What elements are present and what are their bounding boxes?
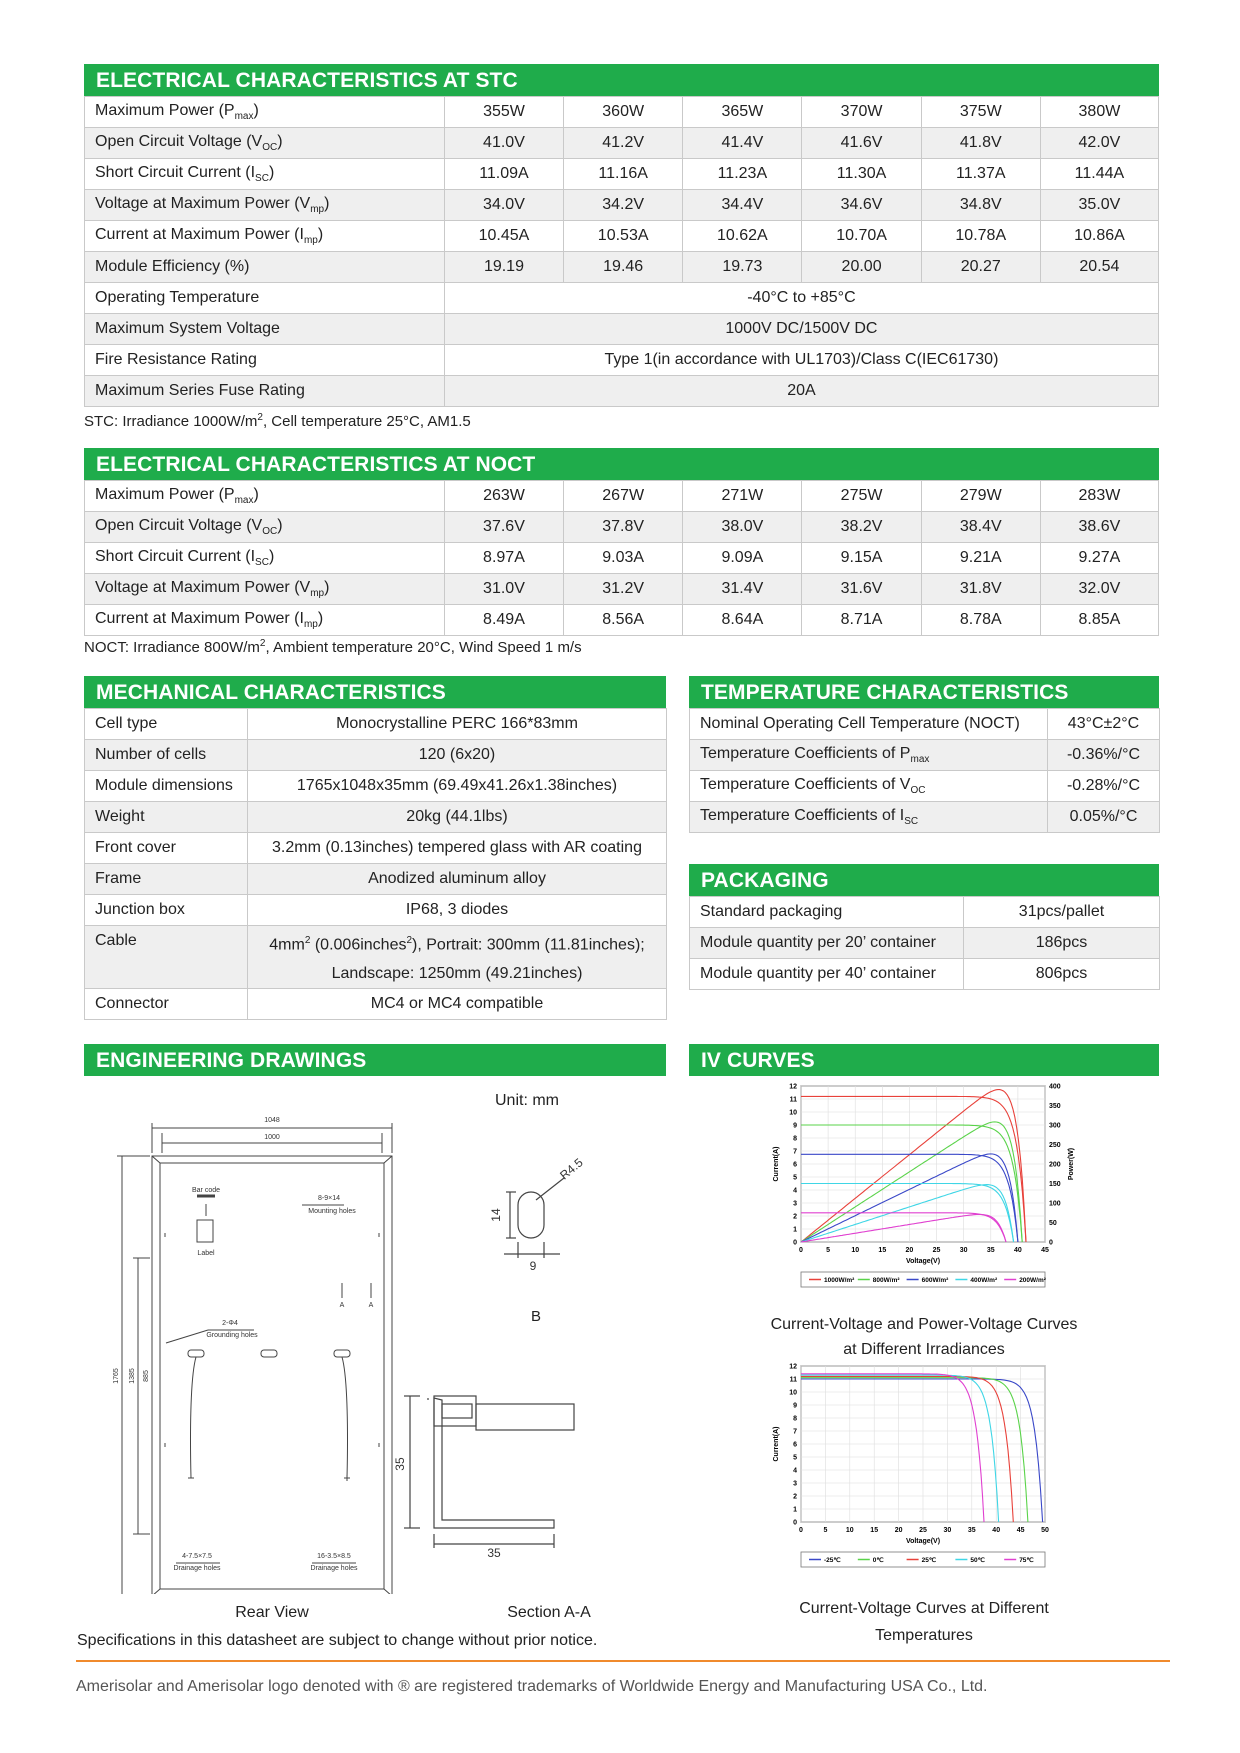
mech-value: 3.2mm (0.13inches) tempered glass with AR coating <box>248 833 667 864</box>
legend-label: -25℃ <box>824 1557 841 1564</box>
mech-value: Monocrystalline PERC 166*83mm <box>248 709 667 740</box>
spec-value: 8.71A <box>802 605 921 636</box>
spec-label: Voltage at Maximum Power $(V_{mp})$ <box>85 574 445 605</box>
spec-value: 34.2V <box>564 190 683 221</box>
spec-value: 31.2V <box>564 574 683 605</box>
y2-tick-label: 300 <box>1049 1122 1061 1130</box>
mech-value: MC4 or MC4 compatible <box>248 989 667 1020</box>
drainage-right-label: Drainage holes <box>310 1565 358 1572</box>
temp-value: -0.28%/°C <box>1048 771 1160 802</box>
spec-row <box>85 543 1159 574</box>
y-axis-label: Current(A) <box>773 1426 780 1462</box>
spec-label: Current at Maximum Power $(I_{mp})$ <box>85 605 445 636</box>
label-text: Label <box>197 1250 215 1257</box>
spec-label: Short Circuit Current $(I_{SC})$ <box>85 159 445 190</box>
spec-value: 10.62A <box>683 221 802 252</box>
mech-row <box>85 709 667 740</box>
legend-label: 400W/m² <box>970 1277 998 1284</box>
pack-row <box>690 897 1160 928</box>
dim-1000: 1000 <box>264 1134 280 1141</box>
spec-value: 10.70A <box>802 221 921 252</box>
legend-label: 800W/m² <box>872 1277 900 1284</box>
drain-right-dim: 16-3.5×8.5 <box>317 1553 351 1560</box>
module-outline <box>152 1156 392 1594</box>
mounting-dim: 8-9×14 <box>318 1195 340 1202</box>
spec-value: 1000V DC/1500V DC <box>444 314 1158 345</box>
pack-label: Module quantity per 40’ container <box>690 959 964 990</box>
y-tick-label: 8 <box>793 1135 797 1143</box>
y-tick-label: 5 <box>793 1174 797 1182</box>
spec-value: 34.0V <box>444 190 563 221</box>
legend-label: 25℃ <box>921 1557 937 1564</box>
spec-row <box>85 345 1159 376</box>
spec-label: Maximum Series Fuse Rating <box>85 376 445 407</box>
legend-label: 50℃ <box>970 1557 985 1564</box>
pack-value: 31pcs/pallet <box>964 897 1160 928</box>
dim-885: 885 <box>143 1370 150 1382</box>
spec-label: Operating Temperature <box>85 283 445 314</box>
spec-value: 355W <box>444 97 563 128</box>
spec-value: 10.53A <box>564 221 683 252</box>
spec-label: Maximum Power $(P_{max})$ <box>85 481 445 512</box>
temp-row <box>690 802 1160 833</box>
temp-row <box>690 740 1160 771</box>
x-tick-label: 25 <box>932 1247 941 1254</box>
temp-label: Nominal Operating Cell Temperature (NOCT) <box>690 709 1048 740</box>
temperature-table <box>689 708 1160 833</box>
spec-value: 19.46 <box>564 252 683 283</box>
spec-value: 41.4V <box>683 128 802 159</box>
y-tick-label: 8 <box>793 1415 797 1423</box>
spec-value: 20.27 <box>921 252 1040 283</box>
spec-value: 38.4V <box>921 512 1040 543</box>
y-tick-label: 10 <box>789 1109 797 1117</box>
x-tick-label: 25 <box>919 1527 927 1534</box>
spec-value: 38.6V <box>1040 512 1158 543</box>
y2-tick-label: 150 <box>1049 1181 1061 1188</box>
x-tick-label: 40 <box>992 1527 1001 1534</box>
dim-1765: 1765 <box>113 1368 120 1384</box>
spec-row <box>85 512 1159 543</box>
y2-tick-label: 350 <box>1049 1103 1061 1110</box>
stc-table <box>84 96 1159 407</box>
spec-value: 279W <box>921 481 1040 512</box>
x-tick-label: 40 <box>1013 1247 1022 1254</box>
spec-value: 11.37A <box>921 159 1040 190</box>
dim-35-horizontal: 35 <box>487 1546 501 1560</box>
legend-label: 0℃ <box>872 1557 884 1564</box>
drainage-left-label: Drainage holes <box>173 1565 221 1572</box>
y-tick-label: 9 <box>793 1122 797 1130</box>
x-tick-label: 5 <box>826 1247 831 1254</box>
pack-label: Module quantity per 20’ container <box>690 928 964 959</box>
drawings-header: ENGINEERING DRAWINGS <box>84 1044 666 1076</box>
y-tick-label: 3 <box>793 1480 797 1488</box>
spec-value: -40°C to +85°C <box>444 283 1158 314</box>
spec-value: 9.21A <box>921 543 1040 574</box>
spec-value: 19.73 <box>683 252 802 283</box>
detail-b-label: B <box>530 1308 542 1325</box>
spec-value: 38.0V <box>683 512 802 543</box>
spec-value: 9.03A <box>564 543 683 574</box>
spec-value: 365W <box>683 97 802 128</box>
spec-label: Fire Resistance Rating <box>85 345 445 376</box>
packaging-table <box>689 896 1160 990</box>
spec-value: 42.0V <box>1040 128 1158 159</box>
y-tick-label: 1 <box>793 1506 797 1514</box>
spec-row <box>85 605 1159 636</box>
mechanical-header: MECHANICAL CHARACTERISTICS <box>84 676 666 708</box>
mech-value: Anodized aluminum alloy <box>248 864 667 895</box>
noct-table <box>84 480 1159 636</box>
pack-row <box>690 928 1160 959</box>
footer-text: Amerisolar and Amerisolar logo denoted with ® are registered trademarks of Worldwide Energy and Manufacturing USA Co., Ltd. <box>76 1678 988 1695</box>
spec-value: 8.78A <box>921 605 1040 636</box>
dim-9: 9 <box>529 1259 537 1273</box>
y2-tick-label: 100 <box>1049 1200 1061 1208</box>
x-tick-label: 20 <box>894 1527 903 1534</box>
spec-value: 9.15A <box>802 543 921 574</box>
iv-caption-1a: Current-Voltage and Power-Voltage Curves <box>770 1316 1078 1333</box>
temp-row <box>690 771 1160 802</box>
spec-value: 34.4V <box>683 190 802 221</box>
dim-35-vertical: 35 <box>393 1457 407 1471</box>
x-tick-label: 35 <box>986 1247 995 1254</box>
temp-row <box>690 709 1160 740</box>
x-tick-label: 30 <box>959 1247 968 1254</box>
spec-value: 41.8V <box>921 128 1040 159</box>
x-tick-label: 35 <box>967 1527 976 1534</box>
spec-row <box>85 221 1159 252</box>
mech-value: IP68, 3 diodes <box>248 895 667 926</box>
spec-label: Module Efficiency (%) <box>85 252 445 283</box>
mechanical-table <box>84 708 667 1020</box>
spec-value: 31.4V <box>683 574 802 605</box>
mech-label: Junction box <box>85 895 248 926</box>
x-axis-label: Voltage(V) <box>905 1258 941 1265</box>
radius-label: R4.5 <box>557 1155 586 1183</box>
spec-row <box>85 190 1159 221</box>
spec-value: 11.09A <box>444 159 563 190</box>
mech-label: Number of cells <box>85 740 248 771</box>
temp-value: -0.36%/°C <box>1048 740 1160 771</box>
iv-caption-2a: Current-Voltage Curves at Different <box>799 1600 1049 1617</box>
legend-label: 600W/m² <box>921 1277 949 1284</box>
spec-value: 8.64A <box>683 605 802 636</box>
y-tick-label: 1 <box>793 1226 797 1234</box>
mech-label: Frame <box>85 864 248 895</box>
temp-value: 43°C±2°C <box>1048 709 1160 740</box>
engineering-drawing <box>84 1108 666 1594</box>
packaging-header: PACKAGING <box>689 864 1159 896</box>
spec-value: 8.85A <box>1040 605 1158 636</box>
x-tick-label: 10 <box>851 1247 860 1254</box>
pack-value: 186pcs <box>964 928 1160 959</box>
y2-tick-label: 400 <box>1049 1083 1061 1091</box>
y-tick-label: 11 <box>789 1376 797 1384</box>
y-tick-label: 4 <box>793 1467 797 1475</box>
iv-caption-2b: Temperatures <box>875 1627 973 1644</box>
spec-value: 375W <box>921 97 1040 128</box>
temp-label: Temperature Coefficients of $P_{max}$ <box>690 740 1048 771</box>
spec-value: 31.6V <box>802 574 921 605</box>
mech-label: Module dimensions <box>85 771 248 802</box>
spec-value: 31.8V <box>921 574 1040 605</box>
y2-tick-label: 50 <box>1049 1220 1057 1227</box>
spec-row <box>85 252 1159 283</box>
y2-tick-label: 250 <box>1049 1142 1061 1149</box>
pack-value: 806pcs <box>964 959 1160 990</box>
mech-row <box>85 989 667 1020</box>
spec-value: 34.6V <box>802 190 921 221</box>
spec-value: 19.19 <box>444 252 563 283</box>
mech-row <box>85 740 667 771</box>
temp-label: Temperature Coefficients of $V_{OC}$ <box>690 771 1048 802</box>
x-tick-label: 0 <box>799 1527 803 1534</box>
y-tick-label: 12 <box>789 1083 797 1091</box>
spec-value: 9.27A <box>1040 543 1158 574</box>
dim-1385: 1385 <box>129 1368 136 1384</box>
y-tick-label: 12 <box>789 1363 797 1371</box>
noct-note: NOCT: Irradiance $800W/m^2$, Ambient temperature 20°C, Wind Speed 1 m/s <box>84 638 582 656</box>
mech-value: 1765x1048x35mm (69.49x41.26x1.38inches) <box>248 771 667 802</box>
bar-code-label: Bar code <box>191 1187 221 1194</box>
spec-label: Current at Maximum Power $(I_{mp})$ <box>85 221 445 252</box>
spec-value: 20A <box>444 376 1158 407</box>
mech-label: Cable <box>85 926 248 989</box>
spec-row <box>85 314 1159 345</box>
y-tick-label: 6 <box>793 1161 797 1169</box>
legend-label: 200W/m² <box>1019 1277 1046 1284</box>
spec-value: 8.97A <box>444 543 563 574</box>
x-tick-label: 10 <box>845 1527 854 1534</box>
spec-value: 37.6V <box>444 512 563 543</box>
spec-value: 11.16A <box>564 159 683 190</box>
y2-tick-label: 200 <box>1049 1161 1061 1169</box>
y-tick-label: 10 <box>789 1389 797 1397</box>
section-mark-a-left: A <box>339 1302 345 1309</box>
x-tick-label: 45 <box>1016 1527 1025 1534</box>
dim-1048: 1048 <box>264 1117 280 1124</box>
y-tick-label: 2 <box>793 1493 797 1501</box>
spec-value: 35.0V <box>1040 190 1158 221</box>
spec-value: 380W <box>1040 97 1158 128</box>
spec-value: Type 1(in accordance with UL1703)/Class C(IEC61730) <box>444 345 1158 376</box>
mech-row <box>85 833 667 864</box>
spec-value: 10.86A <box>1040 221 1158 252</box>
spec-value: 41.0V <box>444 128 563 159</box>
x-tick-label: 50 <box>1041 1527 1049 1534</box>
spec-row <box>85 128 1159 159</box>
spec-value: 275W <box>802 481 921 512</box>
grounding-holes-label: Grounding holes <box>206 1332 258 1339</box>
spec-value: 10.45A <box>444 221 563 252</box>
spec-value: 8.49A <box>444 605 563 636</box>
spec-value: 34.8V <box>921 190 1040 221</box>
y2-axis-label: Power(W) <box>1068 1147 1075 1181</box>
pack-label: Standard packaging <box>690 897 964 928</box>
iv-chart-temperature <box>769 1358 1089 1590</box>
temperature-header: TEMPERATURE CHARACTERISTICS <box>689 676 1159 708</box>
x-tick-label: 30 <box>943 1527 952 1534</box>
iv-caption-1b: at Different Irradiances <box>843 1341 1005 1358</box>
pack-row <box>690 959 1160 990</box>
y-tick-label: 9 <box>793 1402 797 1410</box>
spec-value: 31.0V <box>444 574 563 605</box>
spec-value: 263W <box>444 481 563 512</box>
x-tick-label: 5 <box>823 1527 828 1534</box>
spec-label: Short Circuit Current $(I_{SC})$ <box>85 543 445 574</box>
spec-value: 41.6V <box>802 128 921 159</box>
x-tick-label: 15 <box>870 1527 879 1534</box>
y-tick-label: 0 <box>793 1239 797 1247</box>
x-tick-label: 20 <box>905 1247 914 1254</box>
spec-label: Maximum System Voltage <box>85 314 445 345</box>
unit-label: Unit: mm <box>495 1092 559 1109</box>
spec-row <box>85 97 1159 128</box>
spec-value: 267W <box>564 481 683 512</box>
y-tick-label: 0 <box>793 1519 797 1527</box>
y-tick-label: 4 <box>793 1187 797 1195</box>
x-tick-label: 45 <box>1041 1247 1049 1254</box>
spec-value: 360W <box>564 97 683 128</box>
x-axis-label: Voltage(V) <box>905 1538 941 1545</box>
spec-value: 11.30A <box>802 159 921 190</box>
spec-value: 11.44A <box>1040 159 1158 190</box>
spec-value: 37.8V <box>564 512 683 543</box>
spec-label: Maximum Power $(P_{max})$ <box>85 97 445 128</box>
y-tick-label: 6 <box>793 1441 797 1449</box>
change-notice: Specifications in this datasheet are subject to change without prior notice. <box>77 1632 598 1649</box>
spec-value: 283W <box>1040 481 1158 512</box>
spec-value: 9.09A <box>683 543 802 574</box>
noct-header: ELECTRICAL CHARACTERISTICS AT NOCT <box>84 448 1159 480</box>
legend-label: 1000W/m² <box>824 1277 855 1284</box>
mounting-holes-label: Mounting holes <box>308 1208 356 1215</box>
mech-label: Connector <box>85 989 248 1020</box>
y-tick-label: 11 <box>789 1096 797 1104</box>
y-tick-label: 7 <box>793 1428 797 1436</box>
spec-label: Open Circuit Voltage $(V_{OC})$ <box>85 128 445 159</box>
y-tick-label: 7 <box>793 1148 797 1156</box>
y-tick-label: 2 <box>793 1213 797 1221</box>
temp-value: 0.05%/°C <box>1048 802 1160 833</box>
cable-value: $4mm^2$ (0.006inches$^2$), Portrait: 300mm (11.81inches); Landscape: 1250mm (49.21inches) <box>248 926 667 989</box>
mech-value: 20kg (44.1lbs) <box>248 802 667 833</box>
spec-value: 41.2V <box>564 128 683 159</box>
spec-value: 10.78A <box>921 221 1040 252</box>
spec-value: 271W <box>683 481 802 512</box>
mech-label: Front cover <box>85 833 248 864</box>
spec-row <box>85 376 1159 407</box>
stc-note: STC: Irradiance $1000W/m^2$, Cell temperature 25°C, AM1.5 <box>84 412 471 430</box>
spec-row <box>85 481 1159 512</box>
section-caption: Section A-A <box>507 1604 591 1621</box>
y-tick-label: 5 <box>793 1454 797 1462</box>
mech-row <box>85 895 667 926</box>
rear-view-caption: Rear View <box>235 1604 309 1621</box>
section-mark-a-right: A <box>368 1302 374 1309</box>
spec-value: 20.54 <box>1040 252 1158 283</box>
y-axis-label: Current(A) <box>773 1146 780 1182</box>
mech-value: 120 (6x20) <box>248 740 667 771</box>
iv-header: IV CURVES <box>689 1044 1159 1076</box>
stc-header: ELECTRICAL CHARACTERISTICS AT STC <box>84 64 1159 96</box>
dim-14: 14 <box>489 1208 503 1222</box>
x-tick-label: 0 <box>799 1247 803 1254</box>
mech-label: Cell type <box>85 709 248 740</box>
footer-rule <box>76 1660 1170 1662</box>
spec-label: Voltage at Maximum Power $(V_{mp})$ <box>85 190 445 221</box>
mech-row <box>85 771 667 802</box>
spec-value: 20.00 <box>802 252 921 283</box>
spec-value: 370W <box>802 97 921 128</box>
x-tick-label: 15 <box>878 1247 887 1254</box>
mounting-hole-detail <box>518 1192 544 1238</box>
spec-value: 11.23A <box>683 159 802 190</box>
mech-row <box>85 864 667 895</box>
mech-row <box>85 802 667 833</box>
spec-row <box>85 283 1159 314</box>
mech-label: Weight <box>85 802 248 833</box>
spec-value: 38.2V <box>802 512 921 543</box>
spec-row <box>85 159 1159 190</box>
drain-left-dim: 4-7.5×7.5 <box>182 1553 212 1560</box>
y2-tick-label: 0 <box>1049 1239 1053 1247</box>
y-tick-label: 3 <box>793 1200 797 1208</box>
temp-label: Temperature Coefficients of $I_{SC}$ <box>690 802 1048 833</box>
grounding-dim: 2-Φ4 <box>222 1320 238 1327</box>
spec-row <box>85 574 1159 605</box>
iv-chart-irradiance <box>769 1078 1089 1308</box>
legend-label: 75℃ <box>1019 1557 1034 1564</box>
spec-value: 32.0V <box>1040 574 1158 605</box>
spec-label: Open Circuit Voltage $(V_{OC})$ <box>85 512 445 543</box>
spec-value: 8.56A <box>564 605 683 636</box>
mech-row-cable <box>85 926 667 989</box>
